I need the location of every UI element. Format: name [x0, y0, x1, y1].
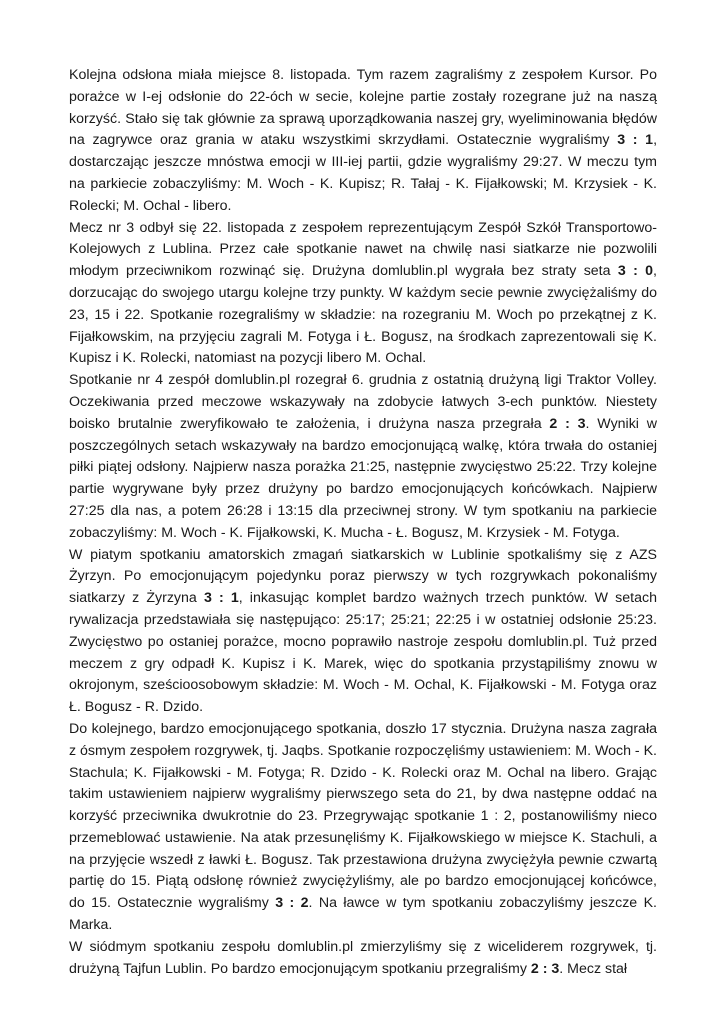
- paragraph-match-3: [69, 218, 657, 371]
- paragraph-match-2: [69, 65, 657, 218]
- paragraph-text: . Wyniki w poszczególnych setach wskazywały na bardzo emocjonującą walkę, która trwała do ostaniej piłki piątej odsłony. Najpierw nasza porażka 21:25, następnie zwycięstwo 25:22. Trzy kolejne partie wygrywane były przez drużyny po bardzo emocjonujących końcówkach. Najpierw 27:25 dla nas, a potem 26:28 i 13:15 dla przeciwnej strony. W tym spotkaniu na parkiecie zobaczyliśmy: M. Woch - K. Fijałkowski, K. Mucha - Ł. Bogusz, M. Krzysiek - M. Fotyga.: [69, 415, 658, 541]
- paragraph-text: . Na ławce w tym spotkaniu zobaczyliśmy jeszcze K. Marka.: [69, 895, 657, 934]
- paragraph-text: Mecz nr 3 odbył się 22. listopada z zespołem reprezentującym Zespół Szkół Transportowo-Kolejowych z Lublina. Przez całe spotkanie nawet na chwilę nasi siatkarze nie pozwolili młodym przeciwnikom rozwinąć się. Drużyna domlublin.pl wygrała bez straty seta: [69, 219, 657, 280]
- paragraph-text: Do kolejnego, bardzo emocjonującego spotkania, doszło 17 stycznia. Drużyna nasza zagrała z ósmym zespołem rozgrywek, tj. Jaqbs. Spotkanie rozpoczęliśmy ustawieniem: M. Woch - K. Stachula; K. Fijałkowski - M. Fotyga; R. Dzido - K. Rolecki oraz M. Ochal na libero. Grając takim ustawieniem najpierw wygraliśmy pierwszego seta do 21, by dwa następne oddać na korzyść przeciwnika dwukrotnie do 23. Przegrywając spotkanie 1 : 2, postanowiliśmy nieco przemeblować ustawienie. Na atak przesunęliśmy K. Fijałkowskiego w miejsce K. Stachuli, a na przyjęcie wszedł z ławki Ł. Bogusz. Tak przestawiona drużyna zwyciężyła pewnie czwartą partię do 15. Piątą odsłonę również zwyciężyliśmy, ale po bardzo emocjonującej końcówce, do 15. Ostatecznie wygraliśmy: [69, 720, 657, 912]
- match-score: 3 : 0: [617, 263, 654, 280]
- paragraph-text: W piatym spotkaniu amatorskich zmagań siatkarskich w Lublinie spotkaliśmy się z AZS Żyrzyn. Po emocjonującym pojedynku poraz pierwszy w tych rozgrywkach pokonaliśmy siatkarzy z Żyrzyna: [69, 546, 657, 607]
- paragraph-text: W siódmym spotkaniu zespołu domlublin.pl zmierzyliśmy się z wiceliderem rozgrywek, tj. drużyną Tajfun Lublin. Po bardzo emocjonującym spotkaniu przegraliśmy: [69, 938, 657, 977]
- document-body: [69, 65, 657, 980]
- paragraph-text: , inkasując komplet bardzo ważnych trzech punktów. W setach rywalizacja przedstawiała się następująco: 25:17; 25:21; 22:25 i w ostatniej odsłonie 25:23. Zwycięstwo po ostaniej porażce, mocno poprawiło nastroje zespołu domlublin.pl. Tuż przed meczem z gry odpadł K. Kupisz i K. Marek, więc do spotkania przystąpiliśmy znowu w okrojonym, sześcioosobowym składzie: M. Woch - M. Ochal, K. Fijałkowski - M. Fotyga oraz Ł. Bogusz - R. Dzido.: [69, 590, 657, 716]
- match-score: 3 : 1: [203, 590, 239, 607]
- paragraph-match-5: [69, 545, 657, 719]
- match-score: 3 : 2: [275, 895, 309, 912]
- paragraph-match-6: [69, 719, 657, 937]
- match-score: 2 : 3: [549, 415, 586, 432]
- paragraph-match-7: [69, 937, 657, 981]
- match-score: 3 : 1: [617, 132, 654, 149]
- paragraph-text: Spotkanie nr 4 zespół domlublin.pl rozegrał 6. grudnia z ostatnią drużyną ligi Traktor Volley. Oczekiwania przed meczowe wskazywały na zdobycie łatwych 3-ech punktów. Niestety boisko brutalnie zweryfikowało te założenia, i drużyna nasza przegrała: [69, 372, 657, 432]
- paragraph-text: Kolejna odsłona miała miejsce 8. listopada. Tym razem zagraliśmy z zespołem Kursor. Po porażce w I-ej odsłonie do 22-óch w secie, kolejne partie zostały rozegrane już na naszą korzyść. Stało się tak głównie za sprawą uporządkowania naszej gry, wyeliminowania błędów na zagrywce oraz grania w ataku wszystkimi skrzydłami. Ostatecznie wygraliśmy: [69, 67, 657, 149]
- paragraph-text: , dostarczając jeszcze mnóstwa emocji w III-iej partii, gdzie wygraliśmy 29:27. W meczu tym na parkiecie zobaczyliśmy: M. Woch - K. Kupisz; R. Tałaj - K. Fijałkowski; M. Krzysiek - K. Rolecki; M. Ochal - libero.: [69, 132, 658, 214]
- paragraph-text: , dorzucając do swojego utargu kolejne trzy punkty. W każdym secie pewnie zwyciężaliśmy do 23, 15 i 22. Spotkanie rozegraliśmy w składzie: na rozegraniu M. Woch po przekątnej z K. Fijałkowskim, na przyjęciu zagrali M. Fotyga i Ł. Bogusz, na środkach zaprezentowali się K. Kupisz i K. Rolecki, natomiast na pozycji libero M. Ochal.: [69, 263, 657, 367]
- paragraph-match-4: [69, 370, 657, 544]
- match-score: 2 : 3: [530, 960, 560, 977]
- paragraph-text: . Mecz stał: [559, 960, 628, 977]
